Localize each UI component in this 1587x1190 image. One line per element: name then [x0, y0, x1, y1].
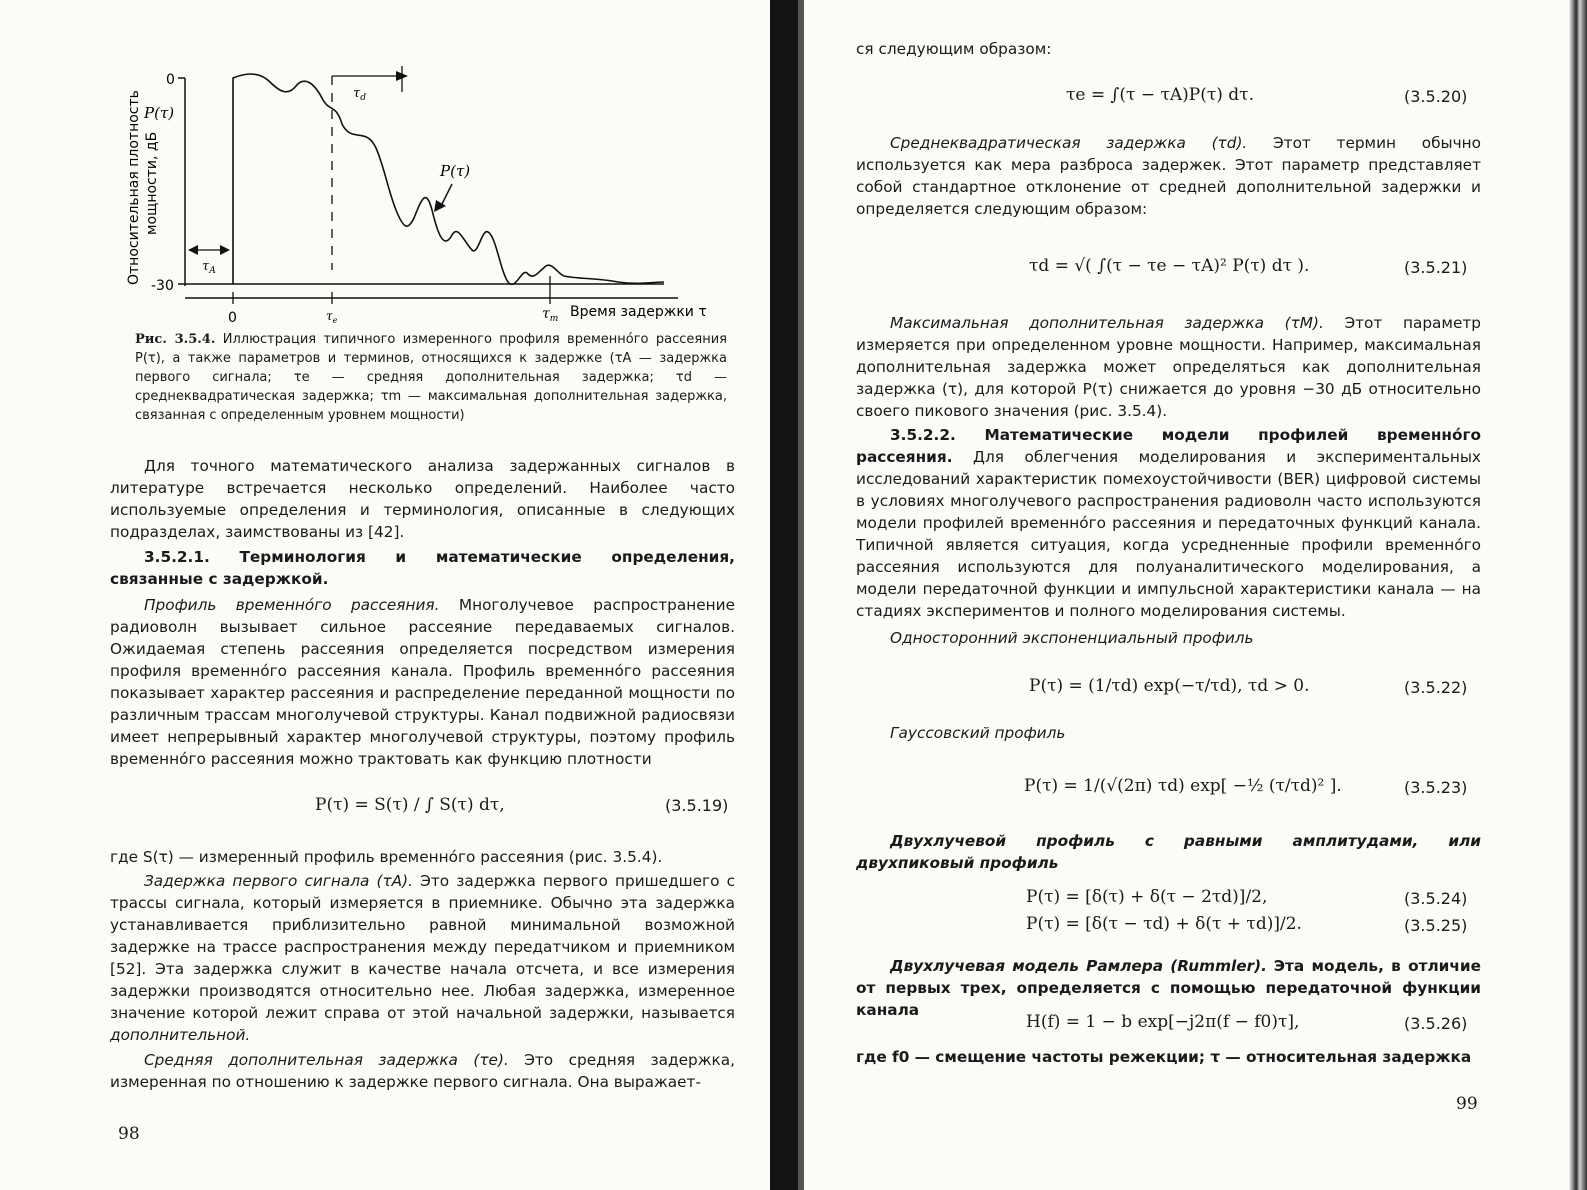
para-profile: Профиль временно́го рассеяния. Многолучевое распространение радиоволн вызывает сильное рассеяние передаваемых сигналов. Ожидаемая степень рассеяния определяется посредством измерения профиля временно́го рассеяния канала. Профиль временно́го рассеяния показывает характер рассеяния и распределение переданной мощности по различным трассам многолучевой структуры. Канал подвижной радиосвязи имеет непрерывный характер многолучевой структуры, поэтому профиль временно́го рассеяния можно трактовать как функцию плотности	[110, 596, 735, 768]
page-edge	[1569, 0, 1587, 1190]
figure-p-tau-curve-label: P(τ)	[440, 162, 471, 180]
figure-caption-ref: Рис. 3.5.4.	[135, 332, 216, 347]
para-max-delay: Максимальная дополнительная задержка (τM). Этот параметр измеряется при определенном уровне мощности. Например, максимальная дополнительная задержка может определяться как дополнительная задержка (τ), для которой P(τ) снижается до уровня −30 дБ относительно своего пикового значения (рис. 3.5.4).	[856, 314, 1481, 420]
term-rms-delay: Среднеквадратическая задержка (τd).	[890, 134, 1248, 152]
left-page	[0, 0, 775, 1190]
figure-caption	[135, 330, 727, 425]
figure-xlabel: Время задержки τ	[570, 304, 707, 320]
equation-3519: P(τ) = S(τ) / ∫ S(τ) dτ,	[315, 795, 505, 815]
figure-xtick-0: 0	[228, 310, 237, 326]
term-rummler: Двухлучевая модель Рамлера (Rummler).	[890, 957, 1267, 975]
term-max-delay: Максимальная дополнительная задержка (τM).	[890, 314, 1324, 332]
figure-ylabel-1: Относительная плотность	[126, 90, 142, 285]
term-additional: дополнительной.	[110, 1026, 251, 1044]
para-first-delay: Задержка первого сигнала (τA). Это задержка первого пришедшего с трассы сигнала, который измеряется в приемнике. Обычно эта задержка устанавливается приблизительно равной минимальной возможной задержке на трассе распространения между передатчиком и приемником [52]. Эта задержка служит в качестве начала отсчета, и все измерения задержки производятся относительно нее. Любая задержка, измеренное значение которой лежит справа от этой начальной задержки, называется дополнительной.	[110, 872, 736, 1044]
delay-profile-figure	[118, 60, 738, 330]
book-spine	[770, 0, 798, 1190]
equation-3519-number: (3.5.19)	[665, 796, 729, 815]
para-rummler: Двухлучевая модель Рамлера (Rummler). Эта модель, в отличие от первых трех, определяется с помощью передаточной функции канала	[856, 957, 1481, 1019]
term-first-delay: Задержка первого сигнала (τA).	[144, 872, 413, 890]
figure-ytick-0: 0	[166, 72, 175, 88]
equation-3523-number: (3.5.23)	[1404, 778, 1468, 797]
figure-tau-d: $\tau_d$	[353, 86, 366, 103]
label-two-ray-profile: Двухлучевой профиль с равными амплитудами, или двухпиковый профиль	[856, 832, 1481, 872]
equation-3520-number: (3.5.20)	[1404, 87, 1468, 106]
page-number-left: 98	[118, 1124, 140, 1144]
para-intro: Для точного математического анализа задержанных сигналов в литературе встречается несколько определений. Наиболее часто используемые определения и терминология, описанные в следующих подразделах, заимствованы из [42].	[110, 457, 735, 541]
equation-3522: P(τ) = (1/τd) exp(−τ/τd), τd > 0.	[1029, 676, 1310, 696]
page-number-right: 99	[1456, 1094, 1478, 1114]
para-mean-delay: Средняя дополнительная задержка (τe). Это средняя задержка, измеренная по отношению к задержке первого сигнала. Она выражает-	[110, 1051, 735, 1091]
equation-3525-number: (3.5.25)	[1404, 916, 1468, 935]
equation-3524-number: (3.5.24)	[1404, 889, 1468, 908]
figure-p-tau-axis-label: P(τ)	[144, 104, 175, 122]
figure-ylabel-2: мощности, дБ	[144, 131, 160, 235]
para-last: где f0 — смещение частоты режекции; τ — относительная задержка	[856, 1048, 1472, 1066]
para-continued: ся следующим образом:	[856, 40, 1052, 58]
equation-3520: τe = ∫(τ − τA)P(τ) dτ.	[1066, 85, 1254, 105]
equation-3522-number: (3.5.22)	[1404, 678, 1468, 697]
figure-ytick-30: -30	[151, 278, 174, 294]
para-where: где S(τ) — измеренный профиль временно́го рассеяния (рис. 3.5.4).	[110, 848, 663, 866]
label-exponential-profile: Односторонний экспоненциальный профиль	[890, 629, 1254, 647]
equation-3521: τd = √( ∫(τ − τe − τA)² P(τ) dτ ).	[1029, 256, 1310, 276]
equation-3526: H(f) = 1 − b exp[−j2π(f − f0)τ],	[1026, 1012, 1300, 1032]
label-gaussian-profile: Гауссовский профиль	[890, 724, 1066, 742]
right-page	[804, 0, 1569, 1190]
para-models: 3.5.2.2. Математические модели профилей временно́го рассеяния. Для облегчения моделирования и экспериментальных исследований характеристик помехоустойчивости (BER) цифровой системы в условиях многолучевого распространения радиоволн часто используются модели профилей временно́го рассеяния и передаточных функций канала. Типичной является ситуация, когда усредненные профили временно́го рассеяния используются для полуаналитического моделирования, а модели передаточной функции и импульсной характеристики канала — на стадиях экспериментов и полного моделирования системы.	[856, 426, 1481, 620]
equation-3524: P(τ) = [δ(τ) + δ(τ − 2τd)]/2,	[1026, 887, 1268, 907]
figure-caption-text: Иллюстрация типичного измеренного профиля временно́го рассеяния P(τ), а также параметров и терминов, относящихся к задержке (τA — задержка первого сигнала; τe — средняя дополнительная задержка; τd — среднеквадратическая задержка; τm — максимальная дополнительная задержка, связанная с определенным уровнем мощности)	[135, 332, 727, 423]
equation-3521-number: (3.5.21)	[1404, 258, 1468, 277]
equation-3526-number: (3.5.26)	[1404, 1014, 1468, 1033]
figure-tau-m: $\tau_m$	[542, 306, 559, 324]
equation-3525: P(τ) = [δ(τ − τd) + δ(τ + τd)]/2.	[1026, 914, 1302, 934]
heading-3522: 3.5.2.2. Математические модели профилей временно́го рассеяния.	[856, 426, 1481, 466]
figure-tau-e: $\tau_e$	[326, 309, 338, 325]
heading-3521: 3.5.2.1. Терминология и математические определения, связанные с задержкой.	[110, 548, 735, 588]
para-rms-delay: Среднеквадратическая задержка (τd). Этот термин обычно используется как мера разброса задержек. Этот параметр представляет собой стандартное отклонение от средней дополнительной задержки и определяется следующим образом:	[856, 134, 1481, 218]
term-profile: Профиль временно́го рассеяния.	[144, 596, 440, 614]
equation-3523: P(τ) = 1/(√(2π) τd) exp[ −½ (τ/τd)² ].	[1024, 776, 1342, 796]
term-mean-delay: Средняя дополнительная задержка (τe).	[144, 1051, 509, 1069]
figure-tau-a: $\tau_A$	[202, 259, 216, 276]
